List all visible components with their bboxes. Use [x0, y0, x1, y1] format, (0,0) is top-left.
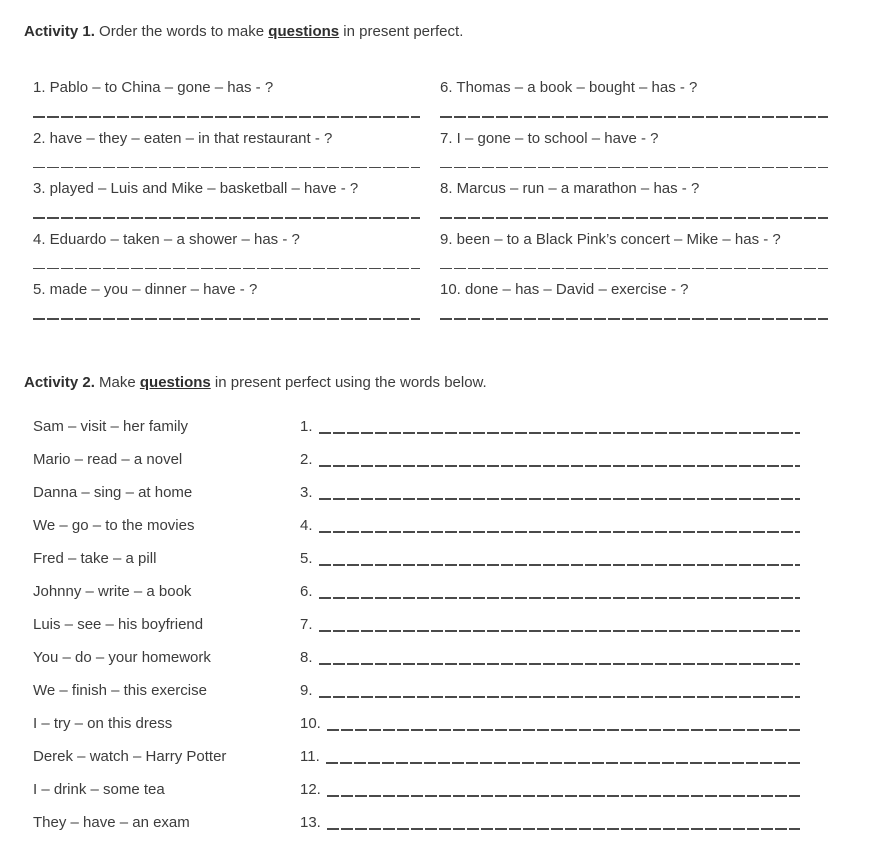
activity1-questions	[33, 78, 849, 331]
prompt-text: Luis – see – his boyfriend	[33, 615, 204, 633]
exercise-row	[33, 681, 800, 701]
activity1-right-column	[440, 78, 828, 331]
prompt-text: I – try – on this dress	[33, 714, 173, 732]
activity2-title: Activity 2.	[24, 373, 95, 391]
prompt-text: You – do – your homework	[33, 648, 211, 666]
answer-number: 5.	[300, 549, 313, 567]
answer-line[interactable]	[319, 630, 800, 632]
prompt-text: Derek – watch – Harry Potter	[33, 747, 227, 765]
activity1-title: Activity 1.	[24, 23, 95, 40]
answer-line[interactable]	[327, 729, 800, 731]
answer-number: 2.	[300, 450, 313, 468]
answer-number: 12.	[300, 780, 321, 798]
answer-number: 1.	[300, 417, 313, 435]
activity2-instructions-post: in present perfect using the words below.	[210, 373, 487, 391]
activity2-section	[24, 373, 849, 833]
activity1-section	[24, 22, 849, 331]
answer-number: 10.	[300, 714, 321, 732]
question-item	[33, 280, 420, 320]
answer-number: 6.	[300, 582, 313, 600]
exercise-row	[33, 549, 800, 569]
activity2-keyword: questions	[139, 373, 211, 391]
exercise-row	[33, 417, 800, 437]
exercise-row	[33, 780, 800, 800]
answer-line[interactable]	[319, 498, 800, 500]
answer-number: 11.	[300, 747, 320, 765]
question-item	[440, 179, 828, 219]
answer-line[interactable]	[327, 795, 800, 797]
question-item	[440, 78, 828, 118]
question-item	[33, 179, 420, 219]
answer-line[interactable]	[319, 432, 800, 434]
prompt-text: Sam – visit – her family	[33, 417, 189, 435]
answer-number: 8.	[300, 648, 313, 666]
question-text: 3. played – Luis and Mike – basketball – have - ?	[33, 180, 359, 198]
activity1-keyword: questions	[268, 23, 340, 40]
answer-line[interactable]	[319, 531, 800, 533]
activity2-heading	[24, 373, 849, 393]
answer-line[interactable]	[440, 116, 828, 118]
activity1-instructions-pre: Order the words to make	[94, 23, 269, 40]
answer-line[interactable]	[33, 318, 420, 320]
answer-number: 9.	[300, 681, 313, 699]
exercise-row	[33, 582, 800, 602]
answer-line[interactable]	[319, 465, 800, 467]
activity1-instructions-post: in present perfect.	[339, 23, 464, 40]
activity2-instructions-pre: Make	[94, 373, 140, 391]
question-text: 2. have – they – eaten – in that restaurant - ?	[33, 129, 333, 147]
question-item	[33, 129, 420, 169]
answer-number: 7.	[300, 615, 313, 633]
answer-line[interactable]	[319, 597, 800, 599]
answer-number: 4.	[300, 516, 313, 534]
answer-line[interactable]	[319, 696, 800, 698]
question-text: 8. Marcus – run – a marathon – has - ?	[440, 180, 700, 198]
question-text: 9. been – to a Black Pink’s concert – Mike – has - ?	[440, 230, 781, 248]
prompt-text: We – go – to the movies	[33, 516, 195, 534]
answer-line[interactable]	[327, 828, 800, 830]
prompt-text: They – have – an exam	[33, 813, 190, 831]
exercise-row	[33, 813, 800, 833]
answer-number: 13.	[300, 813, 321, 831]
exercise-row	[33, 450, 800, 470]
question-item	[440, 230, 828, 270]
activity1-heading	[24, 22, 849, 42]
answer-line[interactable]	[33, 116, 420, 118]
question-text: 7. I – gone – to school – have - ?	[440, 129, 659, 147]
question-text: 4. Eduardo – taken – a shower – has - ?	[33, 230, 300, 248]
question-text: 6. Thomas – a book – bought – has - ?	[440, 79, 698, 96]
exercise-row	[33, 483, 800, 503]
question-text: 1. Pablo – to China – gone – has - ?	[33, 79, 274, 96]
question-item	[33, 230, 420, 270]
answer-line[interactable]	[440, 318, 828, 320]
exercise-row	[33, 615, 800, 635]
activity1-left-column	[33, 78, 420, 331]
answer-line[interactable]	[440, 167, 828, 169]
question-text: 5. made – you – dinner – have - ?	[33, 281, 258, 299]
answer-line[interactable]	[319, 663, 800, 665]
question-text: 10. done – has – David – exercise - ?	[440, 281, 689, 299]
answer-line[interactable]	[440, 268, 828, 270]
question-item	[440, 129, 828, 169]
activity2-rows	[33, 417, 800, 833]
prompt-text: Danna – sing – at home	[33, 483, 193, 501]
answer-line[interactable]	[33, 268, 420, 270]
prompt-text: Johnny – write – a book	[33, 582, 192, 600]
prompt-text: Mario – read – a novel	[33, 450, 183, 468]
question-item	[440, 280, 828, 320]
answer-line[interactable]	[326, 762, 800, 764]
answer-line[interactable]	[33, 167, 420, 169]
answer-line[interactable]	[33, 217, 420, 219]
answer-number: 3.	[300, 483, 313, 501]
exercise-row	[33, 648, 800, 668]
question-item	[33, 78, 420, 118]
prompt-text: Fred – take – a pill	[33, 549, 157, 567]
exercise-row	[33, 747, 800, 767]
prompt-text: I – drink – some tea	[33, 780, 165, 798]
prompt-text: We – finish – this exercise	[33, 681, 207, 699]
exercise-row	[33, 516, 800, 536]
answer-line[interactable]	[319, 564, 800, 566]
answer-line[interactable]	[440, 217, 828, 219]
exercise-row	[33, 714, 800, 734]
